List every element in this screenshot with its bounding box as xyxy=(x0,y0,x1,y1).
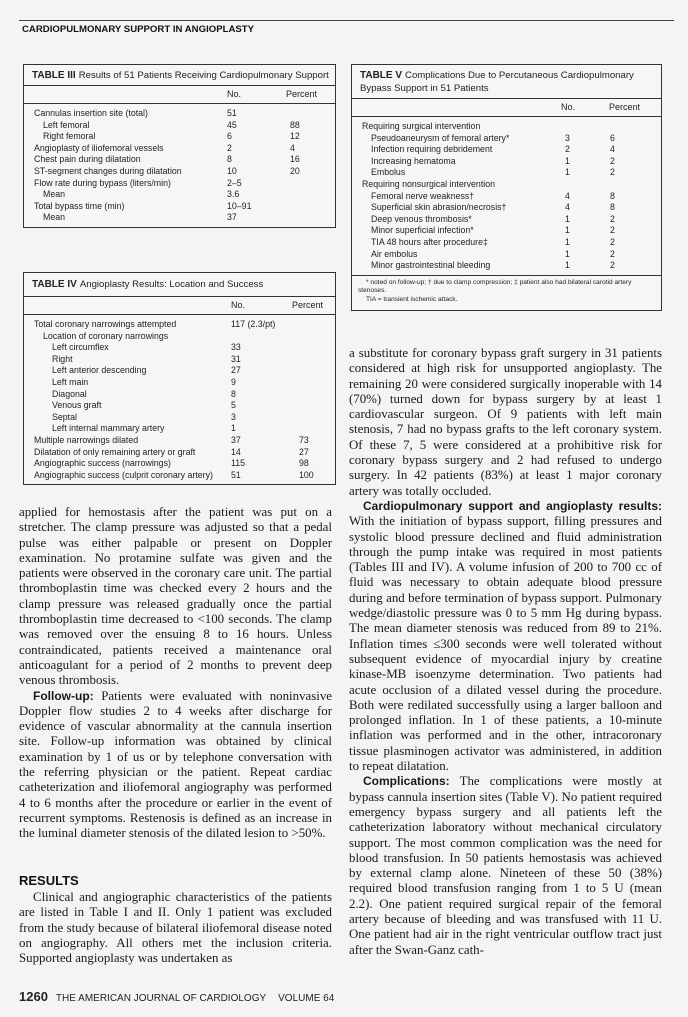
table-row xyxy=(352,156,661,168)
row-label: Chest pain during dilatation xyxy=(34,154,141,165)
row-count: 51 xyxy=(227,108,237,118)
row-label: Right xyxy=(52,353,73,364)
section-subhead: Cardiopulmonary support and angioplasty results: xyxy=(363,498,662,513)
table-row xyxy=(24,166,335,178)
table-iii xyxy=(23,64,336,228)
row-label: Angiographic success (narrowings) xyxy=(34,458,171,469)
row-label: Minor gastrointestinal bleeding xyxy=(371,260,491,271)
table-row xyxy=(352,260,661,272)
table-row xyxy=(24,412,335,424)
row-percent: 88 xyxy=(290,119,300,130)
journal-volume: VOLUME 64 xyxy=(278,993,335,1004)
table-row xyxy=(24,365,335,377)
row-label: Flow rate during bypass (liters/min) xyxy=(34,177,171,188)
col-header-no: No. xyxy=(231,300,246,310)
row-count: 4 xyxy=(565,202,570,213)
table-title: Results of 51 Patients Receiving Cardiopulmonary Support xyxy=(78,70,329,81)
section-heading-results: RESULTS xyxy=(19,873,79,888)
row-label: Dilatation of only remaining artery or graft xyxy=(34,446,196,457)
table-row xyxy=(352,167,661,179)
table-row xyxy=(24,189,335,201)
row-label: Increasing hematoma xyxy=(371,155,456,166)
row-percent: 2 xyxy=(610,225,615,236)
row-count: 37 xyxy=(231,434,241,445)
row-percent: 100 xyxy=(299,469,314,480)
row-percent: 16 xyxy=(290,154,300,165)
paragraph: a substitute for coronary bypass graft surgery in 31 patients considered at high risk for unsupported angioplasty. The remaining 20 were considered surgically inoperable with 14 (70%) turned down for bypass surgery by at least 1 cardiovascular surgeon. Of 9 patients with left main stenosis, 7 had no bypass grafts to the left coronary system. Of these 7, 5 were considered at a prohibitive risk for coronary bypass surgery and 2 had refused to undergo surgery. In 42 patients (83%) at least 1 major coronary artery was totally occluded. xyxy=(349,346,662,498)
row-percent: 4 xyxy=(610,144,615,155)
table-header xyxy=(352,99,661,117)
table-row xyxy=(24,377,335,389)
row-label: Superficial skin abrasion/necrosis† xyxy=(371,202,507,213)
row-label: TIA 48 hours after procedure‡ xyxy=(371,236,488,247)
paragraph-complications xyxy=(349,774,662,958)
section-subhead: Follow-up: xyxy=(33,688,94,703)
table-row xyxy=(24,331,335,343)
paragraph-text: With the initiation of bypass support, filling pressures and systolic blood pressure declined and fluid administration through the pump intake was required in most patients (Tables III and IV). A volume infusion of 200 to 700 cc of fluid was necessary to obtain adequate blood pressure during and before termination of bypass support. Pulmonary wedge/diastolic pressure was 0 to 5 mm Hg during bypass. The mean diameter stenosis was reduced from 89 to 21%. Inflation times ≤300 seconds were well tolerated without subsequent evidence of myocardial injury by creatine kinase-MB isoenzyme determination. Two patients had acute occlusion of a dilated vessel during the procedure. Both were redilated successfully using a larger balloon and prolonged inflation. In 1 of these patients, a 10-minute inflation was performed and in the other, intracoronary tissue plasminogen activator was administered, in addition to repeat dilatation. xyxy=(349,514,662,774)
row-label: Pseudoaneurysm of femoral artery* xyxy=(371,132,510,143)
row-label: Right femoral xyxy=(43,131,96,142)
row-label: Left main xyxy=(52,376,89,387)
table-row xyxy=(24,319,335,331)
row-percent: 98 xyxy=(299,458,309,469)
row-count: 31 xyxy=(231,353,241,364)
paragraph-follow-up xyxy=(19,689,332,842)
row-label: Infection requiring debridement xyxy=(371,144,493,155)
footnote-abbrev: TIA = transient ischemic attack. xyxy=(366,295,458,303)
row-label: Total bypass time (min) xyxy=(34,200,125,211)
col-header-percent: Percent xyxy=(292,300,324,310)
row-percent: 20 xyxy=(290,165,300,176)
row-label: Left internal mammary artery xyxy=(52,423,165,434)
table-title: Angioplasty Results: Location and Success xyxy=(79,279,264,290)
table-body xyxy=(24,104,335,227)
table-iv xyxy=(23,272,336,485)
row-percent: 4 xyxy=(290,142,295,153)
row-count: 115 xyxy=(231,458,246,469)
table-footnote xyxy=(352,275,661,310)
table-v xyxy=(351,64,662,311)
row-count: 4 xyxy=(565,190,570,201)
col-header-percent: Percent xyxy=(286,89,318,99)
row-count: 1 xyxy=(231,423,236,434)
table-row xyxy=(24,120,335,132)
row-label: Location of coronary narrowings xyxy=(43,330,169,341)
row-count: 1 xyxy=(565,260,570,271)
paragraph: Clinical and angiographic characteristics of the patients are listed in Table I and II. Only 1 patient was excluded from the study because of bilateral iliofemoral disease noted on angiography. All others met the inclusion criteria. Supported angioplasty was undertaken as xyxy=(19,890,332,966)
row-label: Minor superficial infection* xyxy=(371,225,474,236)
row-count: 1 xyxy=(565,225,570,236)
row-label: Left anterior descending xyxy=(52,365,147,376)
table-row xyxy=(352,121,661,133)
row-percent: 12 xyxy=(290,131,300,142)
paragraph-text: Patients were evaluated with noninvasive Doppler flow studies 2 to 4 weeks after discharge for evidence of vascular abnormality at the cannula insertion site. Follow-up information was obtained by clinical examination by 1 of us or by telephone conversation with the referring physician or the patient. Repeat cardiac catheterization and iliofemoral angiography was performed 4 to 6 months after the procedure or earlier in the event of recurrent symptoms. Restenosis is defined as an increase in the luminal diameter stenosis of the dilated lesion to >50%. xyxy=(19,688,332,841)
table-row xyxy=(352,179,661,191)
table-row xyxy=(352,133,661,145)
table-row xyxy=(24,447,335,459)
row-label: Diagonal xyxy=(52,388,87,399)
row-count: 45 xyxy=(227,119,237,130)
row-label: Mean xyxy=(43,189,66,200)
table-row xyxy=(352,144,661,156)
row-count: 3.6 xyxy=(227,189,240,200)
row-count: 1 xyxy=(565,213,570,224)
table-row xyxy=(352,225,661,237)
row-percent: 2 xyxy=(610,236,615,247)
row-percent: 2 xyxy=(610,260,615,271)
paragraph-cps-results xyxy=(349,499,662,774)
row-label: Total coronary narrowings attempted xyxy=(34,319,177,329)
row-count: 5 xyxy=(231,400,236,411)
table-row xyxy=(352,214,661,226)
row-label: Angioplasty of iliofemoral vessels xyxy=(34,142,164,153)
table-row xyxy=(24,435,335,447)
section-subhead: Complications: xyxy=(363,774,450,789)
row-count: 33 xyxy=(231,342,241,353)
row-count: 1 xyxy=(565,167,570,178)
row-label: Left femoral xyxy=(43,119,90,130)
row-label: Venous graft xyxy=(52,400,102,411)
running-head: CARDIOPULMONARY SUPPORT IN ANGIOPLASTY xyxy=(22,24,255,35)
table-caption xyxy=(352,65,661,99)
top-rule xyxy=(19,20,674,21)
row-label: Requiring nonsurgical intervention xyxy=(362,178,496,189)
row-count: 2–5 xyxy=(227,177,242,188)
row-count: 8 xyxy=(227,154,232,165)
table-row xyxy=(24,354,335,366)
table-row xyxy=(24,400,335,412)
row-label: Cannulas insertion site (total) xyxy=(34,108,148,118)
table-row xyxy=(352,249,661,261)
row-label: Mean xyxy=(43,212,66,223)
page-number: 1260 xyxy=(19,989,48,1004)
row-percent: 6 xyxy=(610,132,615,143)
page-footer xyxy=(19,989,334,1004)
row-label: Angiographic success (culprit coronary artery) xyxy=(34,469,213,480)
row-count: 3 xyxy=(565,132,570,143)
row-percent: 8 xyxy=(610,190,615,201)
row-count: 51 xyxy=(231,469,241,480)
row-count: 3 xyxy=(231,411,236,422)
paragraph-text: The complications were mostly at bypass cannula insertion sites (Table V). No patient required emergency bypass surgery and all patients left the catheterization laboratory without mechanical circulatory support. The most common complication was the need for blood transfusion. In 50 patients hemostasis was achieved by external clamp alone. Nineteen of these 50 (38%) required blood transfusion ranging from 1 to 5 U (mean 2.2). One patient required surgical repair of the femoral artery because of bleeding and was transfused with 11 U. One patient had air in the right ventricular outflow tract just after the Swan-Ganz cath- xyxy=(349,774,662,957)
row-percent: 2 xyxy=(610,213,615,224)
row-count: 27 xyxy=(231,365,241,376)
table-row xyxy=(24,108,335,120)
row-percent: 2 xyxy=(610,248,615,259)
row-label: Air embolus xyxy=(371,248,418,259)
col-header-no: No. xyxy=(561,102,576,112)
journal-name: THE AMERICAN JOURNAL OF CARDIOLOGY xyxy=(55,993,267,1004)
table-row xyxy=(24,143,335,155)
row-label: Left circumflex xyxy=(52,342,109,353)
table-body xyxy=(352,117,661,275)
row-percent: 8 xyxy=(610,202,615,213)
row-count: 37 xyxy=(227,212,237,223)
table-row xyxy=(24,201,335,213)
row-label: ST-segment changes during dilatation xyxy=(34,165,182,176)
row-count: 2 xyxy=(565,144,570,155)
table-body xyxy=(24,315,335,484)
table-title: Complications Due to Percutaneous Cardiopulmonary Bypass Support in 51 Patients xyxy=(360,70,634,94)
table-row xyxy=(352,202,661,214)
row-percent: 73 xyxy=(299,434,309,445)
table-row xyxy=(352,191,661,203)
row-count: 10 xyxy=(227,165,237,176)
row-count: 9 xyxy=(231,376,236,387)
row-count: 8 xyxy=(231,388,236,399)
col-header-no: No. xyxy=(227,89,242,99)
paragraph: applied for hemostasis after the patient was put on a stretcher. The clamp pressure was adjusted so that a pedal pulse was either palpable or present on Doppler examination. No protamine sulfate was given and the patients were observed in the coronary care unit. The partial thromboplastin time was checked every 2 hours and the clamp pressure was released gradually once the partial thromboplastin time decreased to <100 seconds. The clamp was removed over the ensuing 8 to 16 hours. Unless contraindicated, patients received a maintenance oral anticoagulant for a period of 2 months to prevent deep venous thrombosis. xyxy=(19,505,332,688)
table-row xyxy=(24,342,335,354)
row-label: Deep venous thrombosis* xyxy=(371,213,472,224)
table-row xyxy=(24,154,335,166)
row-percent: 2 xyxy=(610,155,615,166)
table-row xyxy=(24,423,335,435)
col-header-percent: Percent xyxy=(609,102,641,112)
row-label: Requiring surgical intervention xyxy=(362,121,481,131)
row-count: 1 xyxy=(565,248,570,259)
table-row xyxy=(352,237,661,249)
row-percent: 27 xyxy=(299,446,309,457)
table-caption xyxy=(24,65,335,86)
row-count: 2 xyxy=(227,142,232,153)
row-percent: 2 xyxy=(610,167,615,178)
table-label: TABLE III xyxy=(32,70,76,81)
table-row xyxy=(24,212,335,224)
table-label: TABLE IV xyxy=(32,279,77,290)
table-label: TABLE V xyxy=(360,70,403,81)
row-count: 6 xyxy=(227,131,232,142)
table-row xyxy=(24,389,335,401)
table-row xyxy=(24,458,335,470)
row-count: 10–91 xyxy=(227,200,252,211)
table-row xyxy=(24,131,335,143)
row-count: 14 xyxy=(231,446,241,457)
row-label: Multiple narrowings dilated xyxy=(34,434,139,445)
left-column-results xyxy=(19,890,332,966)
row-label: Septal xyxy=(52,411,77,422)
table-row xyxy=(24,178,335,190)
left-column xyxy=(19,505,332,842)
row-count: 117 (2.3/pt) xyxy=(231,319,276,329)
row-count: 1 xyxy=(565,155,570,166)
footnote-symbols: * noted on follow-up; † due to clamp compression; ‡ patient also had bilateral carotid artery stenoses. xyxy=(358,278,632,295)
row-label: Femoral nerve weakness† xyxy=(371,190,475,201)
table-header xyxy=(24,86,335,104)
row-label: Embolus xyxy=(371,167,406,178)
table-row xyxy=(24,470,335,482)
right-column xyxy=(349,346,662,958)
table-caption xyxy=(24,273,335,297)
row-count: 1 xyxy=(565,236,570,247)
table-header xyxy=(24,297,335,315)
